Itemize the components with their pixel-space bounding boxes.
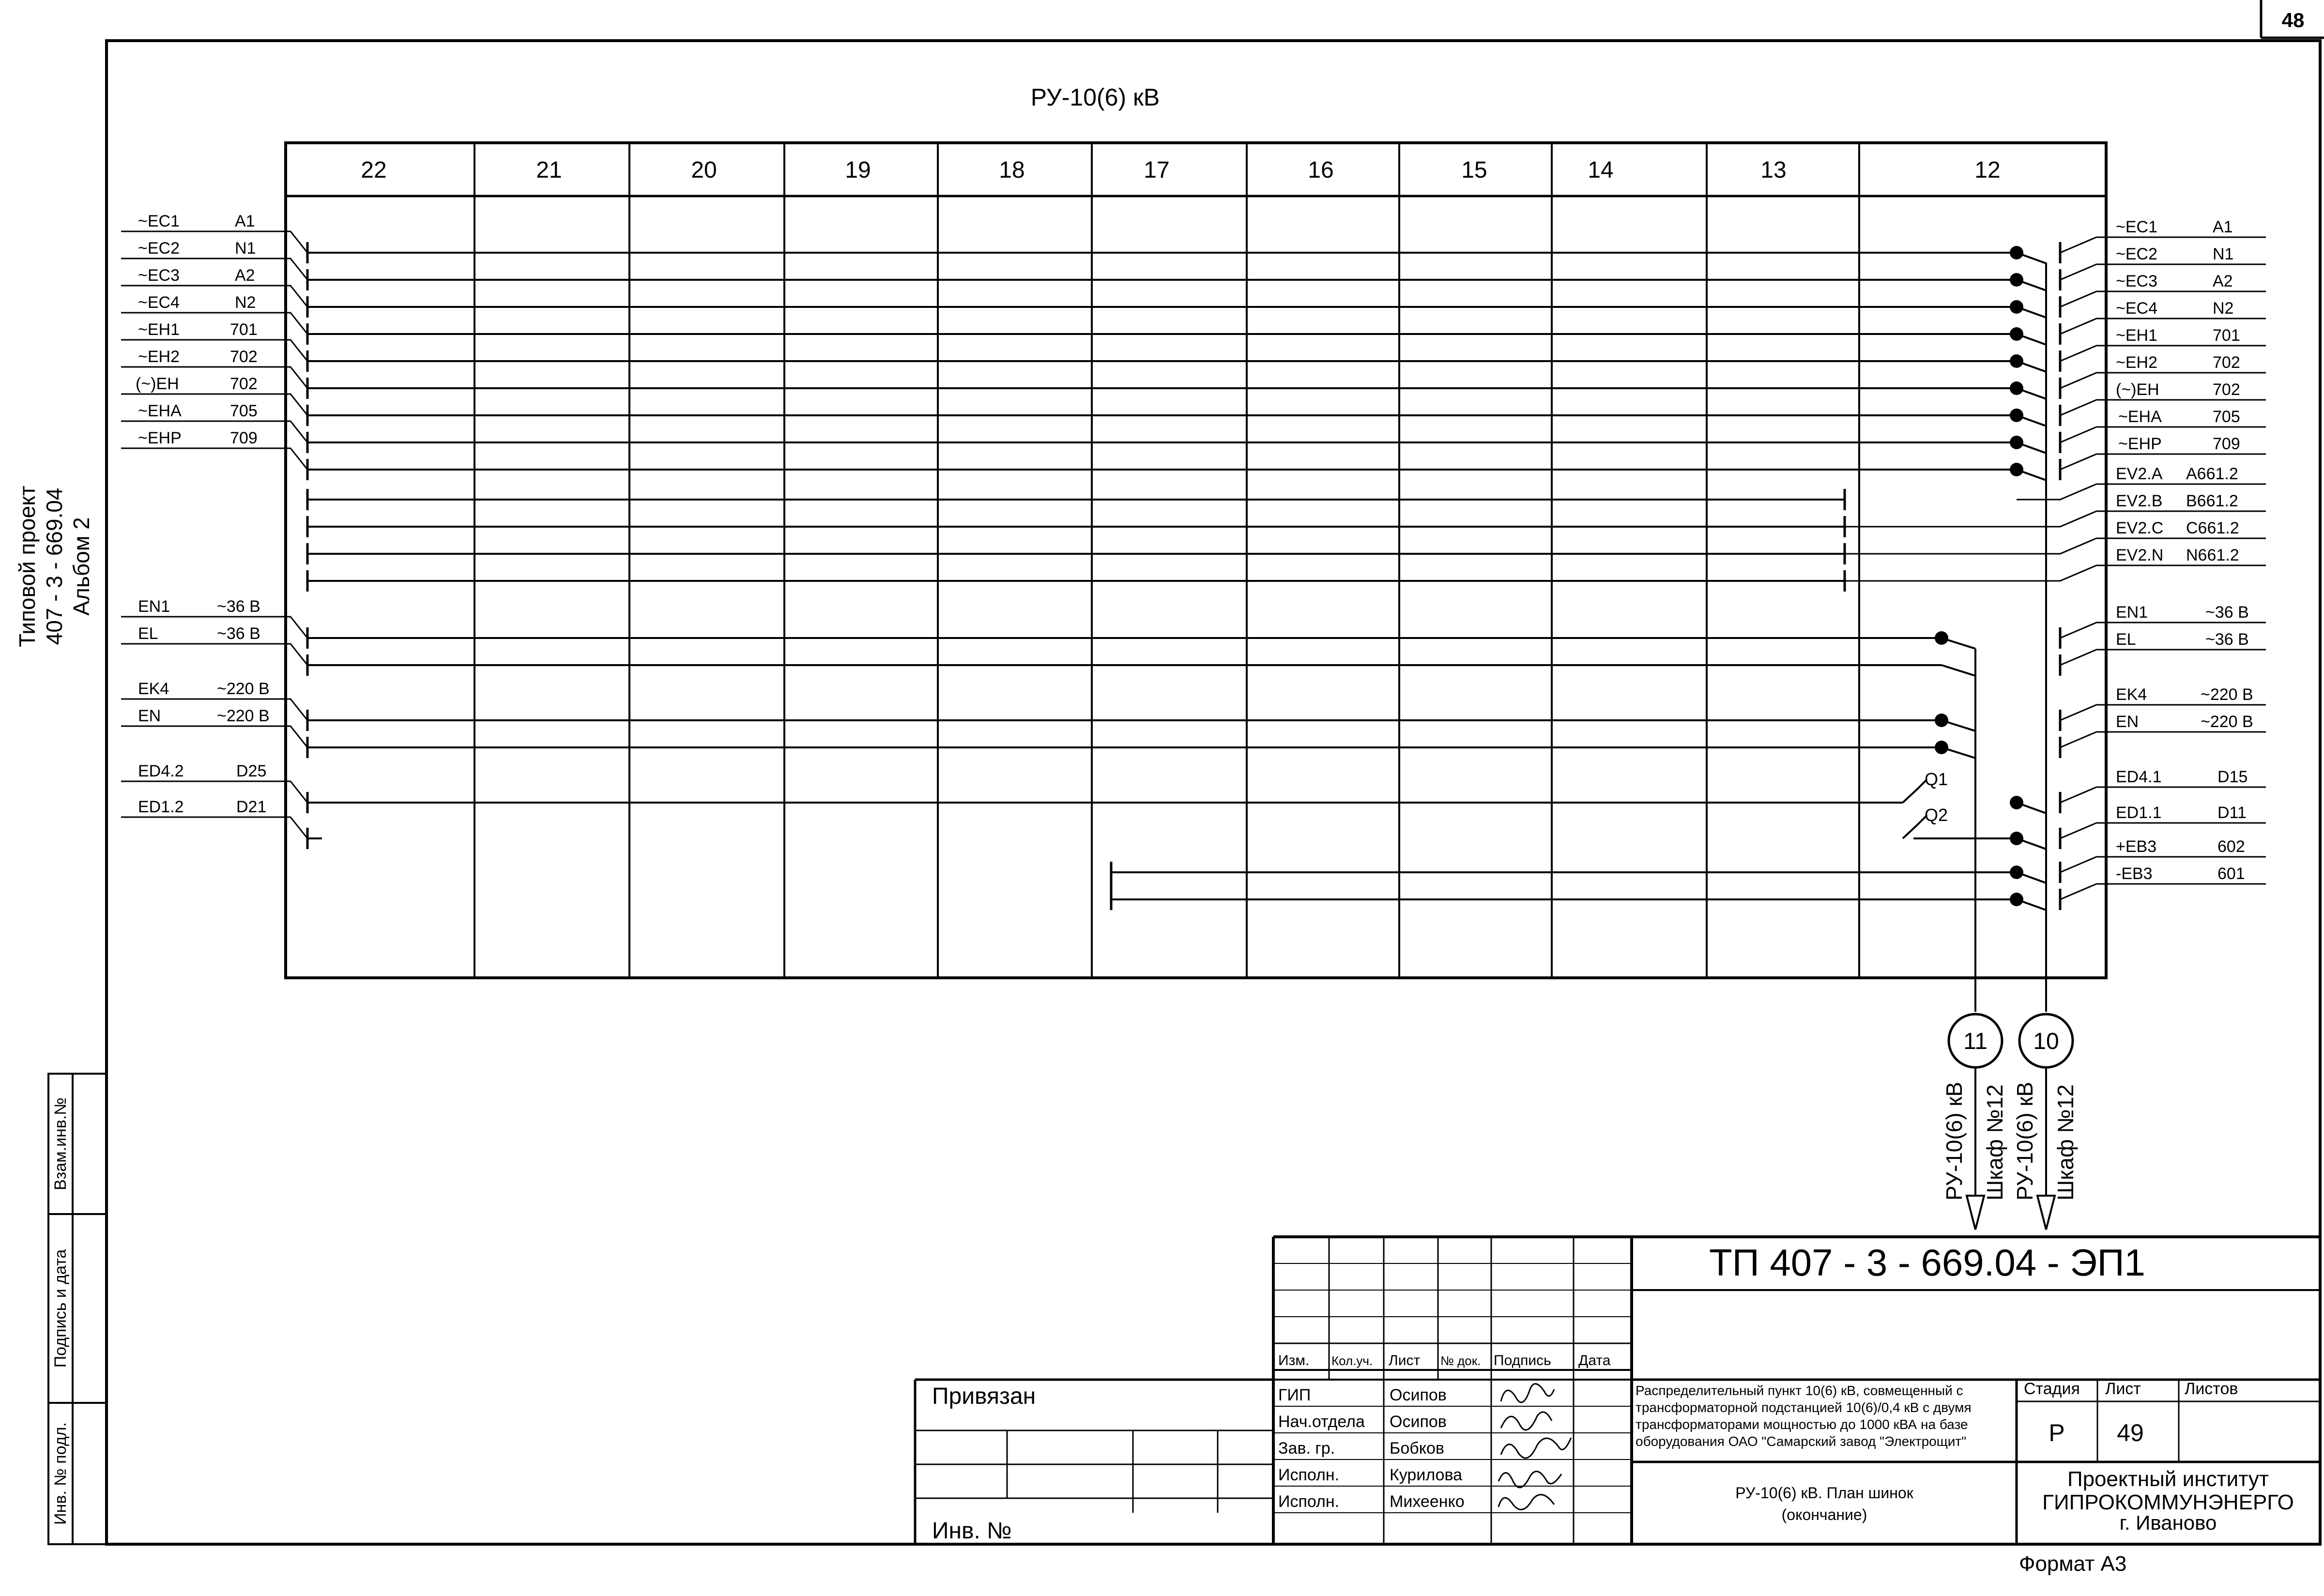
right-wire-name: ~EC4 <box>2116 299 2157 318</box>
sheet-corner-box <box>2261 0 2324 38</box>
left-wire-name: ~EC4 <box>138 293 180 312</box>
bus-end-ticks <box>307 242 2060 910</box>
right-wire-name: ED1.1 <box>2116 804 2162 822</box>
right-wire-code: 702 <box>2213 380 2240 399</box>
staff-name: Михеенко <box>1390 1492 1465 1511</box>
right-wire-name: ~EHP <box>2118 435 2162 453</box>
staff-role: ГИП <box>1278 1386 1311 1404</box>
arrow-down-icon <box>1967 1196 1984 1230</box>
header-podpis: Подпись <box>1494 1353 1551 1368</box>
staff-name: Осипов <box>1390 1413 1447 1431</box>
left-wire-name: ED4.2 <box>138 762 184 780</box>
right-wire-name: EL <box>2116 630 2136 649</box>
cabinet-grid <box>286 143 2106 978</box>
cabinet-number: 13 <box>1760 157 1787 183</box>
org-line: Проектный институт <box>2067 1467 2269 1491</box>
left-wire-name: EL <box>138 624 158 643</box>
left-wire-code: ~36 В <box>217 597 260 616</box>
right-wire-code: D15 <box>2217 768 2248 786</box>
left-wire-code: D25 <box>236 762 267 780</box>
staff-name: Бобков <box>1390 1439 1444 1458</box>
left-wire-name: ~EH1 <box>138 320 180 339</box>
left-wire-code: N2 <box>235 293 256 312</box>
side-title <box>15 486 94 647</box>
right-wire-code: 601 <box>2217 865 2245 883</box>
left-wire-code: 701 <box>230 320 258 339</box>
header-data: Дата <box>1578 1353 1611 1368</box>
left-wire-name: ~EC3 <box>138 266 180 285</box>
header-izm: Изм. <box>1278 1353 1310 1368</box>
right-wire-code: A661.2 <box>2186 465 2238 483</box>
left-wire-code: 702 <box>230 375 258 393</box>
cable-marker-line1: РУ-10(6) кВ <box>1942 1081 1967 1201</box>
right-wire-name: EN1 <box>2116 603 2148 622</box>
cabinet-12-risers <box>1903 253 2046 1012</box>
stage-label: Стадия <box>2024 1380 2080 1398</box>
sheet-title-line: РУ-10(6) кВ. План шинок <box>1735 1484 1913 1502</box>
inv-no-label: Инв. № <box>932 1518 1012 1544</box>
right-wire-code: A2 <box>2213 272 2233 290</box>
left-wire-name: ~EHP <box>138 429 182 447</box>
right-wire-name: EV2.N <box>2116 546 2164 564</box>
privyazan-label: Привязан <box>932 1383 1036 1409</box>
right-labels <box>2116 218 2253 883</box>
left-wire-code: A2 <box>235 266 255 285</box>
left-wire-name: EN <box>138 707 161 725</box>
right-wire-name: -EB3 <box>2116 865 2153 883</box>
left-wire-name: ~EC2 <box>138 239 180 258</box>
right-wire-name: EV2.A <box>2116 465 2163 483</box>
switch-q2-label: Q2 <box>1925 805 1948 825</box>
format-label: Формат А3 <box>2019 1552 2127 1576</box>
left-wire-name: EK4 <box>138 680 169 698</box>
side-stamp-vzam: Взам.инв.№ <box>51 1097 70 1190</box>
sheet-value: 49 <box>2117 1419 2144 1446</box>
cable-marker-number: 10 <box>2033 1029 2059 1054</box>
left-wire-code: N1 <box>235 239 256 258</box>
sheet-frame <box>107 41 2320 1544</box>
left-wire-code: 702 <box>230 348 258 366</box>
cable-marker-number: 11 <box>1963 1029 1988 1054</box>
right-wire-name: EN <box>2116 713 2139 731</box>
cabinet-number: 16 <box>1308 157 1334 183</box>
right-wire-code: N661.2 <box>2186 546 2239 564</box>
right-leaders <box>1845 237 2266 899</box>
staff-role: Нач.отдела <box>1278 1413 1365 1431</box>
left-wire-code: A1 <box>235 212 255 230</box>
cable-marker-line2: Шкаф №12 <box>2053 1084 2078 1201</box>
cable-marker-10 <box>2012 1014 2078 1230</box>
description-line: оборудования ОАО "Самарский завод "Электрощит" <box>1636 1434 1967 1449</box>
stage-value: Р <box>2049 1419 2065 1446</box>
cabinet-number: 21 <box>536 157 562 183</box>
cabinet-number: 22 <box>361 157 387 183</box>
right-wire-code: 705 <box>2213 408 2240 426</box>
left-wire-name: EN1 <box>138 597 170 616</box>
right-wire-code: N2 <box>2213 299 2234 318</box>
cable-marker-line1: РУ-10(6) кВ <box>2012 1081 2037 1201</box>
right-wire-name: ~EH1 <box>2116 326 2157 345</box>
cabinet-number: 12 <box>1974 157 2001 183</box>
right-wire-name: EK4 <box>2116 685 2147 704</box>
left-wire-code: D21 <box>236 798 267 816</box>
right-wire-code: D11 <box>2217 804 2247 822</box>
description-line: Распределительный пункт 10(6) кВ, совмещенный с <box>1636 1383 1963 1398</box>
right-wire-code: N1 <box>2213 245 2234 263</box>
header-koluch: Кол.уч. <box>1331 1353 1373 1368</box>
sheet-label: Лист <box>2105 1380 2141 1398</box>
side-title-line-1: Типовой проект <box>15 486 40 647</box>
side-stamp-podpis: Подпись и дата <box>51 1249 70 1368</box>
junction-dots <box>1935 246 2023 906</box>
right-wire-code: 709 <box>2213 435 2240 453</box>
staff-name: Осипов <box>1390 1386 1447 1404</box>
left-wire-code: ~220 В <box>217 707 270 725</box>
header-ndok: № док. <box>1440 1353 1481 1368</box>
document-code: ТП 407 - 3 - 669.04 - ЭП1 <box>1709 1241 2145 1284</box>
right-wire-name: ~EH2 <box>2116 353 2157 372</box>
right-wire-code: ~220 В <box>2201 685 2253 704</box>
arrow-down-icon <box>2037 1196 2055 1230</box>
left-wire-code: 705 <box>230 402 258 420</box>
right-wire-name: ~EC3 <box>2116 272 2157 290</box>
left-wire-name: ~EH2 <box>138 348 180 366</box>
sheets-label: Листов <box>2185 1380 2238 1398</box>
cabinet-number: 14 <box>1588 157 1614 183</box>
cabinet-number: 18 <box>999 157 1025 183</box>
left-wire-code: ~220 В <box>217 680 270 698</box>
left-wire-code: 709 <box>230 429 258 447</box>
right-wire-code: B661.2 <box>2186 492 2238 510</box>
staff-role: Исполн. <box>1278 1492 1340 1511</box>
cable-marker-line2: Шкаф №12 <box>1982 1084 2007 1201</box>
right-wire-name: ~EC1 <box>2116 218 2157 236</box>
right-wire-code: ~220 В <box>2201 713 2253 731</box>
right-wire-name: EV2.B <box>2116 492 2163 510</box>
switch-q1-label: Q1 <box>1925 769 1948 789</box>
org-line: г. Иваново <box>2119 1511 2217 1534</box>
header-list: Лист <box>1389 1353 1421 1368</box>
left-wire-name: ~EC1 <box>138 212 180 230</box>
right-wire-code: 602 <box>2217 837 2245 856</box>
side-title-line-3: Альбом 2 <box>69 517 94 616</box>
right-wire-code: 702 <box>2213 353 2240 372</box>
left-wire-name: ~EHA <box>138 402 182 420</box>
staff-role: Исполн. <box>1278 1466 1340 1484</box>
right-wire-code: A1 <box>2213 218 2233 236</box>
right-wire-code: ~36 В <box>2205 630 2249 649</box>
description-line: трансформаторной подстанцией 10(6)/0,4 кВ с двумя <box>1636 1400 1972 1415</box>
cabinet-number: 15 <box>1461 157 1487 183</box>
sheet-corner-number: 48 <box>2281 9 2305 31</box>
left-wire-name: ED1.2 <box>138 798 184 816</box>
signatures <box>1498 1384 1571 1510</box>
left-wire-code: ~36 В <box>217 624 260 643</box>
left-wire-name: (~)EH <box>136 375 179 393</box>
cabinet-number: 17 <box>1144 157 1170 183</box>
side-title-line-2: 407 - 3 - 669.04 <box>42 487 67 645</box>
right-wire-name: ~EC2 <box>2116 245 2157 263</box>
right-wire-name: EV2.C <box>2116 519 2164 537</box>
side-stamp-inv: Инв. № подл. <box>51 1422 70 1525</box>
staff-name: Курилова <box>1390 1466 1463 1484</box>
description-line: трансформаторами мощностью до 1000 кВА на базе <box>1636 1417 1968 1432</box>
sheet-title-line: (окончание) <box>1781 1506 1867 1523</box>
right-wire-name: (~)EH <box>2116 380 2159 399</box>
diagram-title: РУ-10(6) кВ <box>1030 84 1160 111</box>
right-wire-name: ~EHA <box>2118 408 2162 426</box>
org-line: ГИПРОКОММУНЭНЕРГО <box>2042 1490 2294 1514</box>
staff-role: Зав. гр. <box>1278 1439 1335 1458</box>
right-wire-code: C661.2 <box>2186 519 2239 537</box>
cable-marker-11 <box>1942 1014 2007 1230</box>
right-wire-code: ~36 В <box>2205 603 2249 622</box>
cabinet-number: 20 <box>691 157 717 183</box>
right-wire-name: +EB3 <box>2116 837 2157 856</box>
right-wire-code: 701 <box>2213 326 2240 345</box>
cabinet-number: 19 <box>845 157 871 183</box>
busbars <box>307 253 2017 899</box>
right-wire-name: ED4.1 <box>2116 768 2162 786</box>
